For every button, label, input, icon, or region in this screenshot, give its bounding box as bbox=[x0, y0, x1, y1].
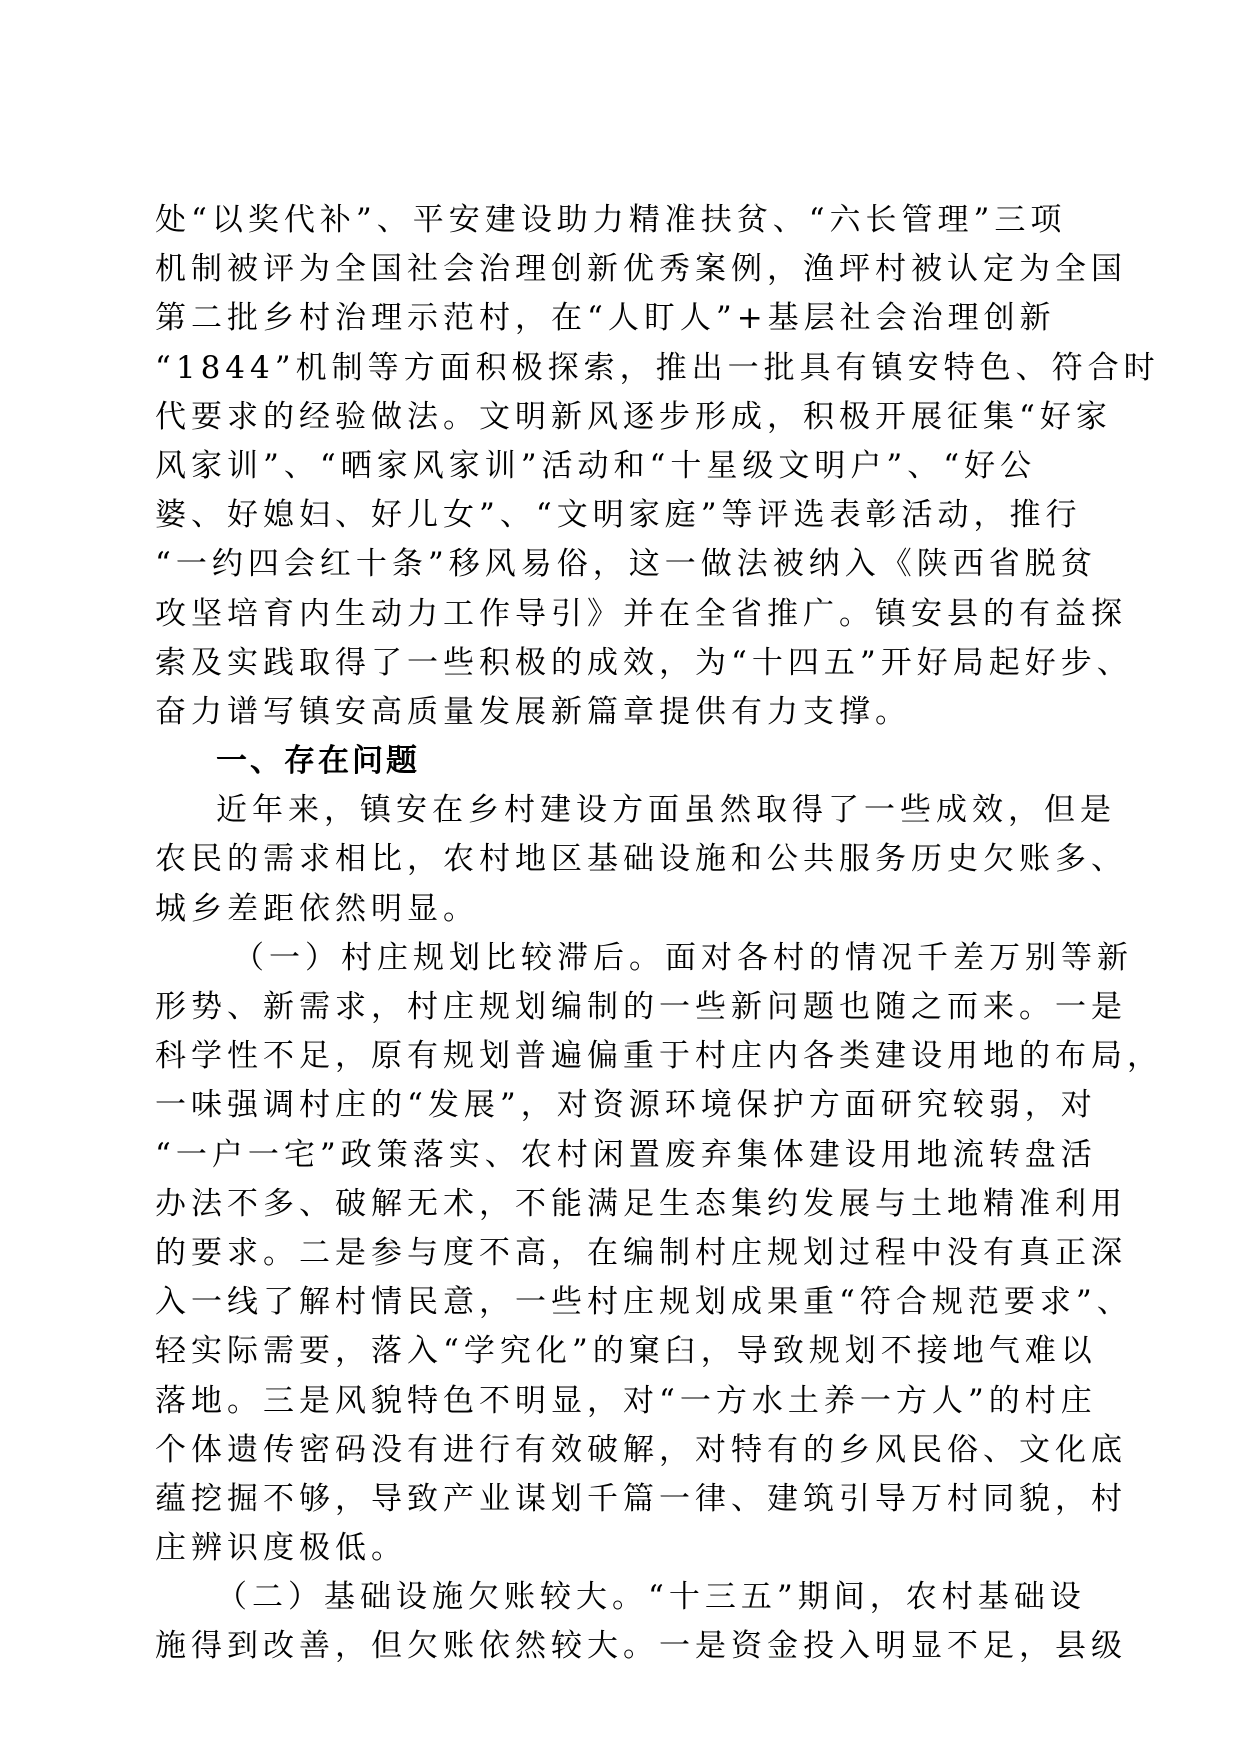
document-body bbox=[155, 196, 1163, 1672]
subsection-start-line: （一）村庄规划比较滞后。面对各村的情况千差万别等新 bbox=[233, 939, 1133, 976]
text-line: 施得到改善，但欠账依然较大。一是资金投入明显不足，县级 bbox=[155, 1628, 1127, 1665]
text-line: 入一线了解村情民意，一些村庄规划成果重“符合规范要求”、 bbox=[155, 1284, 1133, 1321]
text-line: 攻坚培育内生动力工作导引》并在全省推广。镇安县的有益探 bbox=[155, 595, 1127, 632]
text-line: 的要求。二是参与度不高，在编制村庄规划过程中没有真正深 bbox=[155, 1234, 1127, 1271]
text-line: 婆、好媳妇、好儿女”、“文明家庭”等评选表彰活动，推行 bbox=[155, 497, 1082, 534]
paragraph-start-line: 近年来，镇安在乡村建设方面虽然取得了一些成效，但是 bbox=[216, 792, 1116, 829]
text-line: 个体遗传密码没有进行有效破解，对特有的乡风民俗、文化底 bbox=[155, 1431, 1127, 1468]
text-line: 形势、新需求，村庄规划编制的一些新问题也随之而来。一是 bbox=[155, 989, 1127, 1025]
text-line: 机制被评为全国社会治理创新优秀案例，渔坪村被认定为全国 bbox=[155, 251, 1127, 288]
text-line: “一约四会红十条”移风易俗，这一做法被纳入《陕西省脱贫 bbox=[155, 546, 1097, 583]
text-line: 第二批乡村治理示范村，在“人盯人”+基层社会治理创新 bbox=[155, 300, 1056, 337]
text-line: 索及实践取得了一些积极的成效，为“十四五”开好局起好步、 bbox=[155, 644, 1133, 681]
text-line: 农民的需求相比，农村地区基础设施和公共服务历史欠账多、 bbox=[155, 841, 1127, 878]
text-line: 风家训”、“晒家风家训”活动和“十星级文明户”、“好公 bbox=[155, 447, 1037, 484]
text-line: 落地。三是风貌特色不明显，对“一方水土养一方人”的村庄 bbox=[155, 1382, 1097, 1419]
text-line: 代要求的经验做法。文明新风逐步形成，积极开展征集“好家 bbox=[155, 398, 1112, 435]
text-line: 一味强调村庄的“发展”，对资源环境保护方面研究较弱，对 bbox=[155, 1087, 1097, 1124]
section-heading: 一、存在问题 bbox=[216, 743, 420, 780]
text-line: 城乡差距依然明显。 bbox=[155, 890, 479, 927]
text-line: 科学性不足，原有规划普遍偏重于村庄内各类建设用地的布局， bbox=[155, 1038, 1163, 1075]
text-line: 处“以奖代补”、平安建设助力精准扶贫、“六长管理”三项 bbox=[155, 202, 1067, 238]
text-line: 庄辨识度极低。 bbox=[155, 1530, 407, 1567]
subsection-start-line: （二）基础设施欠账较大。“十三五”期间，农村基础设 bbox=[216, 1579, 1086, 1616]
text-line: 轻实际需要，落入“学究化”的窠臼，导致规划不接地气难以 bbox=[155, 1333, 1097, 1370]
text-line: “1844”机制等方面积极探索，推出一批具有镇安特色、符合时 bbox=[155, 349, 1160, 386]
text-line: 办法不多、破解无术，不能满足生态集约发展与土地精准利用 bbox=[155, 1185, 1127, 1222]
text-line: 蕴挖掘不够，导致产业谋划千篇一律、建筑引导万村同貌，村 bbox=[155, 1480, 1127, 1517]
text-line: 奋力谱写镇安高质量发展新篇章提供有力支撑。 bbox=[155, 693, 911, 730]
text-line: “一户一宅”政策落实、农村闲置废弃集体建设用地流转盘活 bbox=[155, 1136, 1097, 1173]
